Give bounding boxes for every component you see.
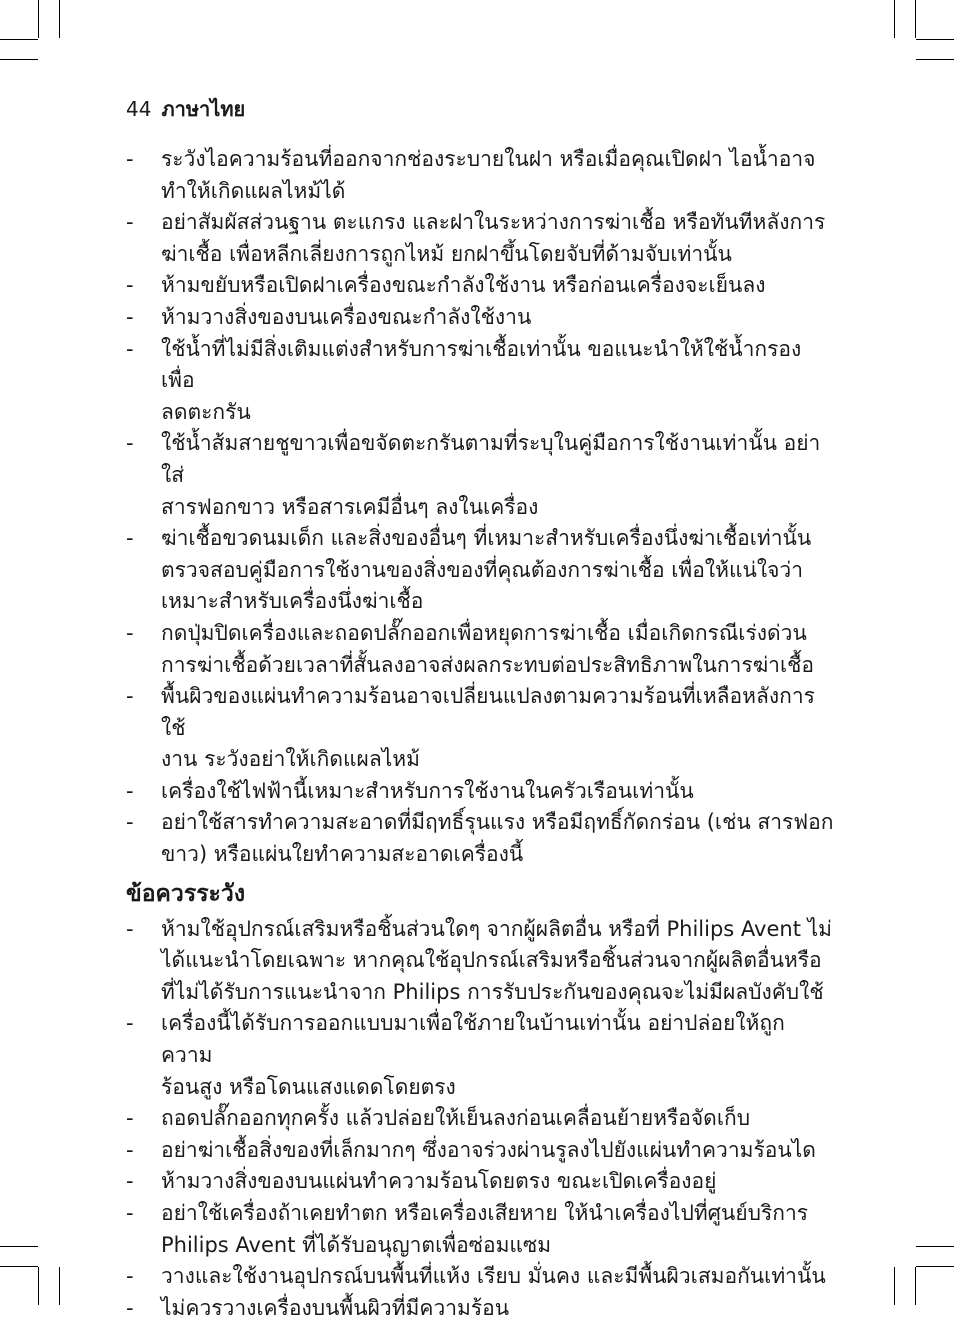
caution-list [126, 914, 834, 1324]
list-item: - ฆ่าเชื้อขวดนมเด็ก และสิ่งของอื่นๆ ที่เหมาะสำหรับเครื่องนึ่งฆ่าเชื้อเท่านั้น ตรวจสอบคู่มือการใช้งานของสิ่งของที่คุณต้องการฆ่าเชื้อ เพื่อให้แน่ใจว่า เหมาะสำหรับเครื่องนึ่งฆ่าเชื้อ [126, 523, 834, 618]
crop-mark [916, 39, 954, 40]
crop-mark [38, 0, 39, 38]
page-number: 44 [126, 97, 152, 121]
list-item: - ห้ามใช้อุปกรณ์เสริมหรือชิ้นส่วนใดๆ จากผู้ผลิตอื่น หรือที่ Philips Avent ไม่ ได้แนะนำโดยเฉพาะ หากคุณใช้อุปกรณ์เสริมหรือชิ้นส่วนจากผู้ผลิตอื่นหรือ ที่ไม่ได้รับการแนะนำจาก Philips การรับประกันของคุณจะไม่มีผลบังคับใช้ [126, 914, 834, 1009]
crop-mark [0, 59, 38, 60]
crop-mark [59, 0, 60, 38]
crop-mark [894, 0, 895, 38]
list-item: - อย่าใช้สารทำความสะอาดที่มีฤทธิ์รุนแรง หรือมีฤทธิ์กัดกร่อน (เช่น สารฟอก ขาว) หรือแผ่นใยทำความสะอาดเครื่องนี้ [126, 807, 834, 870]
section-heading-caution: ข้อควรระวัง [126, 880, 246, 907]
page-header [126, 94, 245, 124]
crop-mark [915, 0, 916, 38]
warning-list [126, 144, 834, 871]
list-item: - ใช้น้ำส้มสายชูขาวเพื่อขจัดตะกรันตามที่ระบุในคู่มือการใช้งานเท่านั้น อย่าใส่ สารฟอกขาว หรือสารเคมีอื่นๆ ลงในเครื่อง [126, 428, 834, 523]
list-item: - ห้ามวางสิ่งของบนเครื่องขณะกำลังใช้งาน [126, 302, 834, 334]
list-item: - ถอดปลั๊กออกทุกครั้ง แล้วปล่อยให้เย็นลงก่อนเคลื่อนย้ายหรือจัดเก็บ [126, 1103, 834, 1135]
crop-mark [38, 1267, 39, 1305]
list-item: - ห้ามขยับหรือเปิดฝาเครื่องขณะกำลังใช้งาน หรือก่อนเครื่องจะเย็นลง [126, 270, 834, 302]
crop-mark [59, 1267, 60, 1305]
page-language-title: ภาษาไทย [161, 97, 246, 121]
list-item: - ใช้น้ำที่ไม่มีสิ่งเติมแต่งสำหรับการฆ่าเชื้อเท่านั้น ขอแนะนำให้ใช้น้ำกรองเพื่อ ลดตะกรัน [126, 334, 834, 429]
crop-mark [916, 1246, 954, 1247]
list-item: - เครื่องใช้ไฟฟ้านี้เหมาะสำหรับการใช้งานในครัวเรือนเท่านั้น [126, 776, 834, 808]
document-body [126, 144, 834, 1324]
list-item: - ห้ามวางสิ่งของบนแผ่นทำความร้อนโดยตรง ขณะเปิดเครื่องอยู่ [126, 1166, 834, 1198]
list-item: - ไม่ควรวางเครื่องบนพื้นผิวที่มีความร้อน [126, 1293, 834, 1324]
crop-mark [0, 1266, 38, 1267]
list-item: - อย่าใช้เครื่องถ้าเคยทำตก หรือเครื่องเสียหาย ให้นำเครื่องไปที่ศูนย์บริการ Philips Avent ที่ได้รับอนุญาตเพื่อซ่อมแซม [126, 1198, 834, 1261]
crop-mark [916, 1266, 954, 1267]
list-item: - อย่าฆ่าเชื้อสิ่งของที่เล็กมากๆ ซึ่งอาจร่วงผ่านรูลงไปยังแผ่นทำความร้อนได [126, 1135, 834, 1167]
list-item: - พื้นผิวของแผ่นทำความร้อนอาจเปลี่ยนแปลงตามความร้อนที่เหลือหลังการใช้ งาน ระวังอย่าให้เกิดแผลไหม้ [126, 681, 834, 776]
list-item: - อย่าสัมผัสส่วนฐาน ตะแกรง และฝาในระหว่างการฆ่าเชื้อ หรือทันทีหลังการ ฆ่าเชื้อ เพื่อหลีกเลี่ยงการถูกไหม้ ยกฝาขึ้นโดยจับที่ด้ามจับเท่านั้น [126, 207, 834, 270]
list-item: - เครื่องนี้ได้รับการออกแบบมาเพื่อใช้ภายในบ้านเท่านั้น อย่าปล่อยให้ถูกความ ร้อนสูง หรือโดนแสงแดดโดยตรง [126, 1008, 834, 1103]
crop-mark [0, 39, 38, 40]
list-item: - วางและใช้งานอุปกรณ์บนพื้นที่แห้ง เรียบ มั่นคง และมีพื้นผิวเสมอกันเท่านั้น [126, 1261, 834, 1293]
crop-mark [894, 1267, 895, 1305]
crop-mark [915, 1267, 916, 1305]
list-item: - กดปุ่มปิดเครื่องและถอดปลั๊กออกเพื่อหยุดการฆ่าเชื้อ เมื่อเกิดกรณีเร่งด่วน การฆ่าเชื้อด้วยเวลาที่สั้นลงอาจส่งผลกระทบต่อประสิทธิภาพในการฆ่าเชื้อ [126, 618, 834, 681]
list-item: - ระวังไอความร้อนที่ออกจากช่องระบายในฝา หรือเมื่อคุณเปิดฝา ไอน้ำอาจ ทำให้เกิดแผลไหม้ได้ [126, 144, 834, 207]
crop-mark [916, 59, 954, 60]
crop-mark [0, 1246, 38, 1247]
